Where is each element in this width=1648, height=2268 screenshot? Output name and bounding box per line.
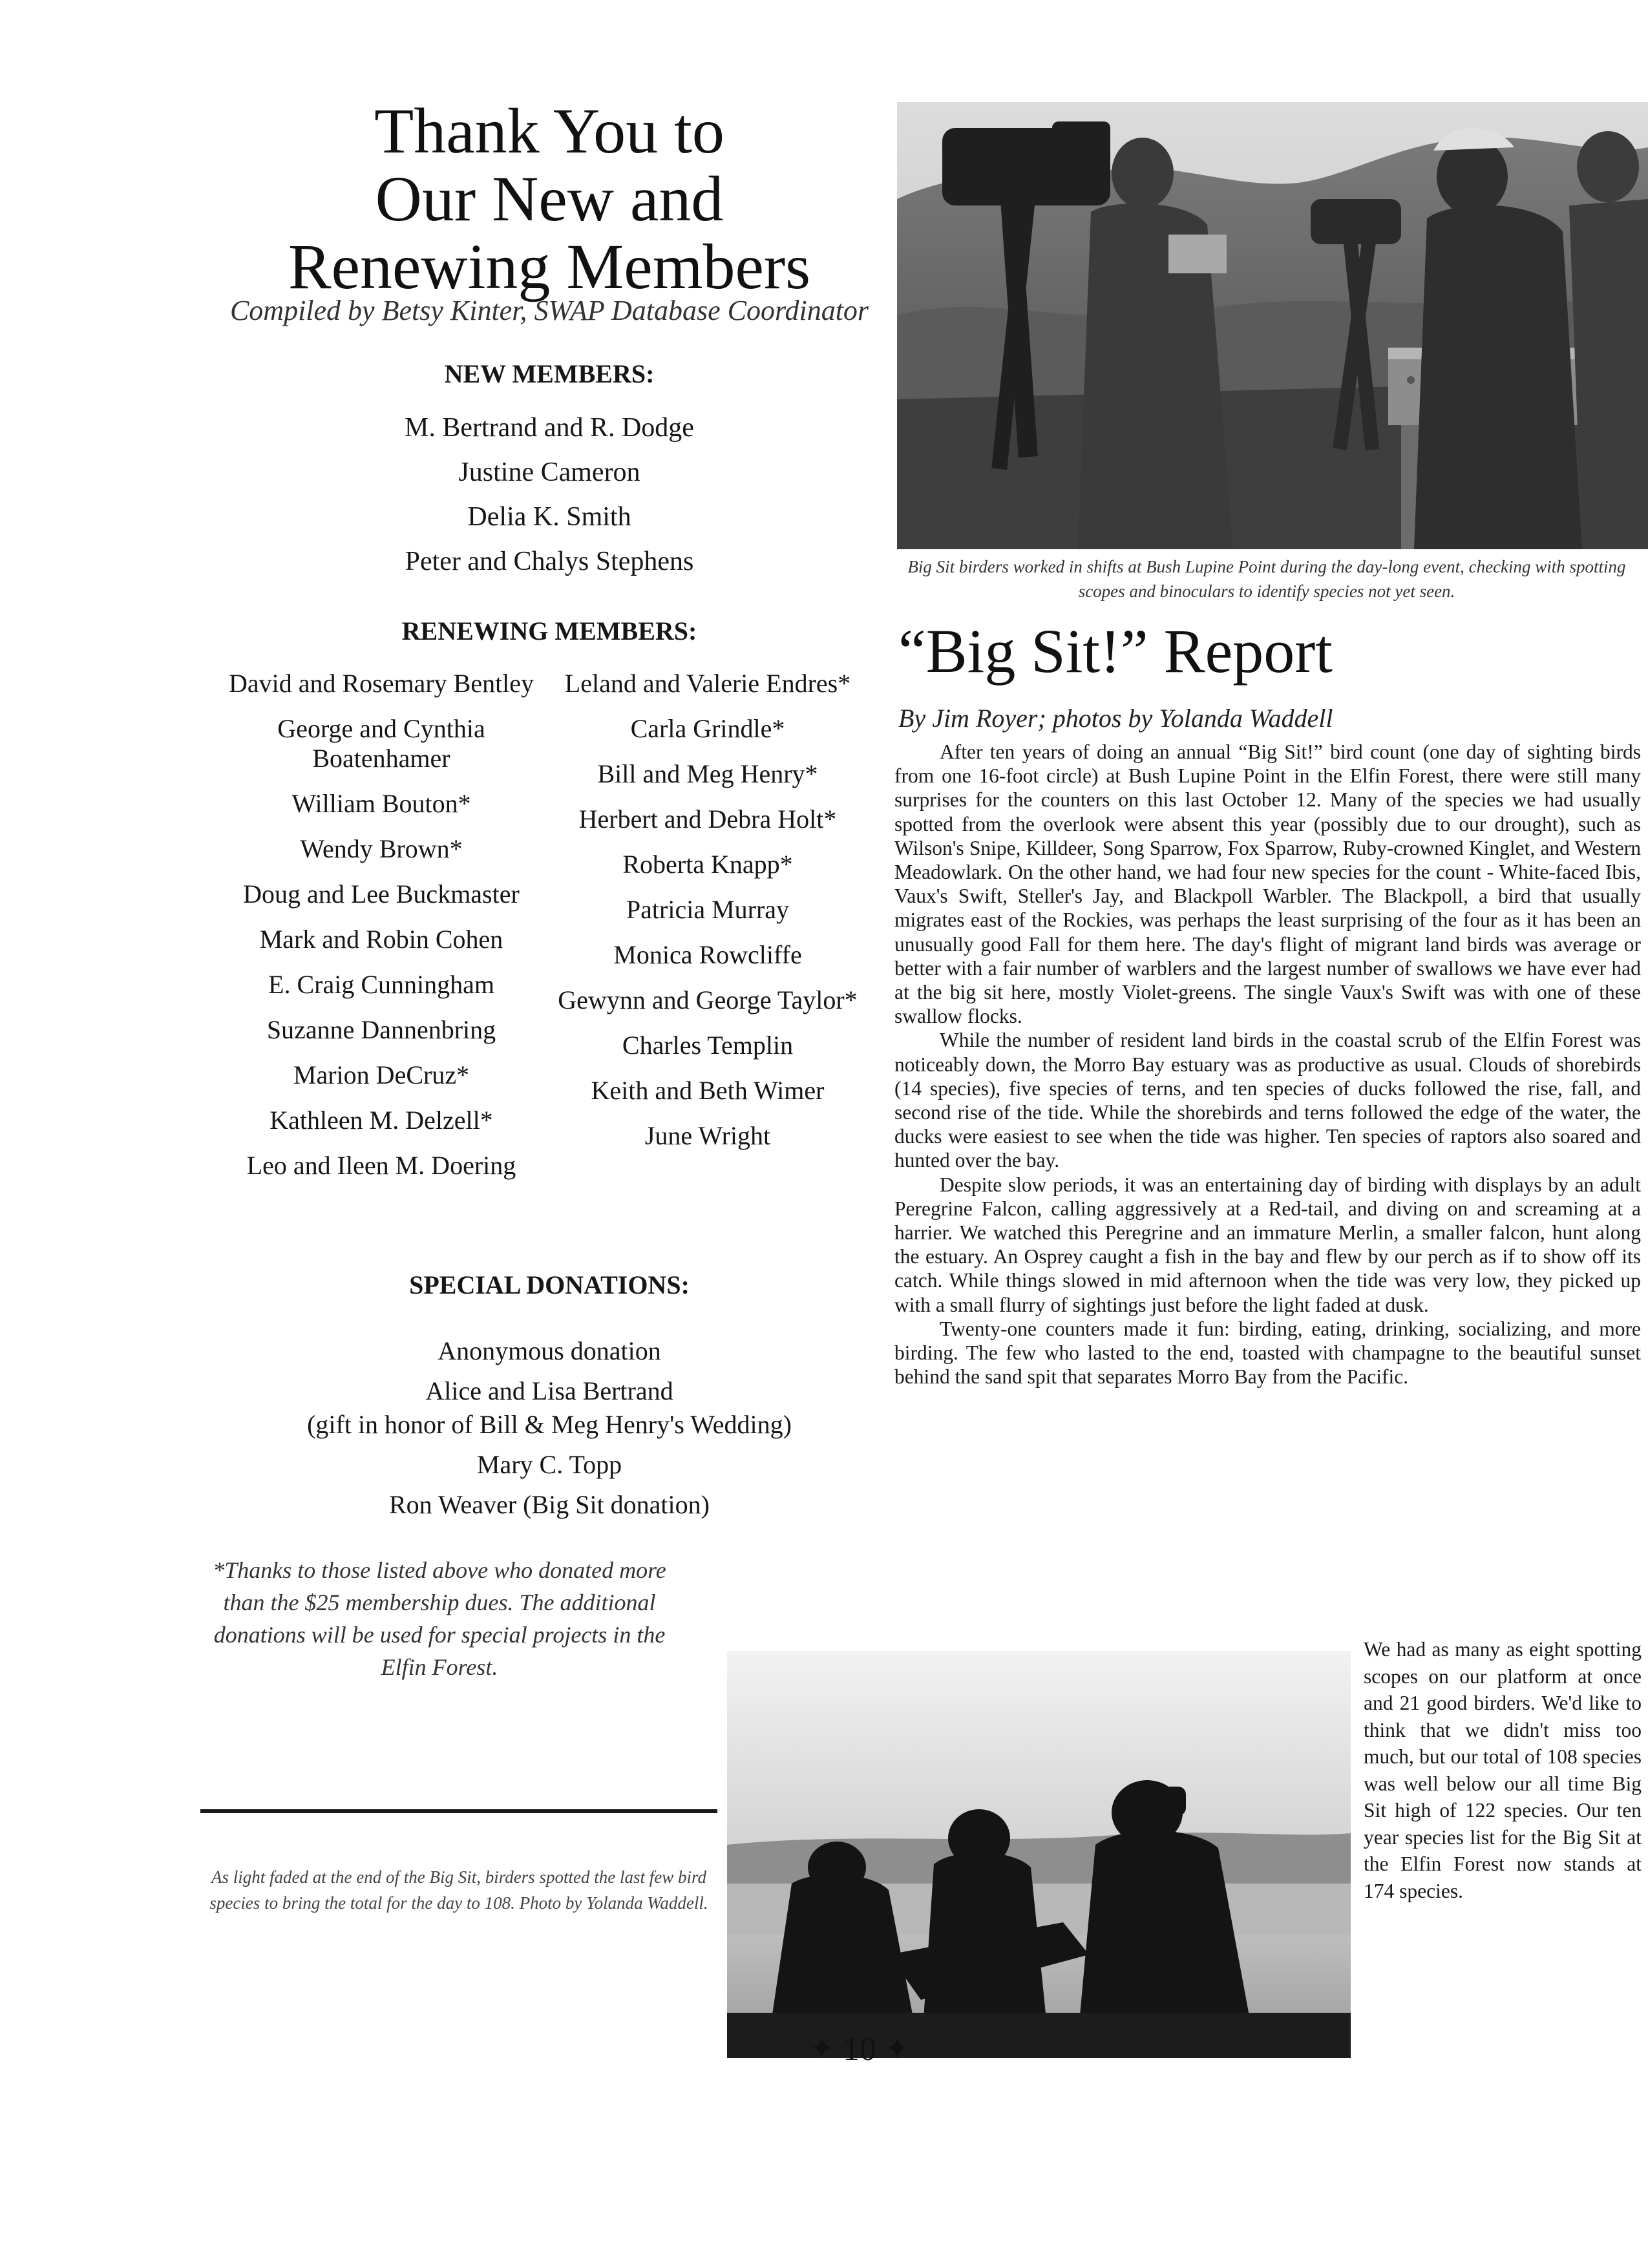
member-name: Suzanne Dannenbring (266, 1015, 496, 1044)
birders-at-dusk-photo (727, 1651, 1351, 2058)
member-name: M. Bertrand and R. Dodge (405, 413, 694, 443)
special-donations-list (194, 1334, 905, 1528)
title-line: Thank You to (374, 95, 724, 167)
member-name: Marion DeCruz* (293, 1060, 470, 1089)
member-name: Justine Cameron (458, 457, 640, 487)
member-name: E. Craig Cunningham (268, 970, 494, 999)
top-photo-caption: Big Sit birders worked in shifts at Bush Lupine Point during the day-long event, checking with spotting scopes and binoculars to identify species not yet seen. (907, 557, 1626, 601)
ornament-star-icon: ✦ (885, 2031, 910, 2066)
section-divider (200, 1809, 717, 1813)
member-name: Peter and Chalys Stephens (405, 547, 694, 576)
article-byline: By Jim Royer; photos by Yolanda Waddell (898, 704, 1333, 733)
donation-item: Alice and Lisa Bertrand (425, 1376, 673, 1405)
special-donations-heading: SPECIAL DONATIONS: (409, 1270, 690, 1299)
renewing-members-column-2 (546, 669, 869, 1166)
member-name: Carla Grindle* (630, 714, 785, 743)
donation-item: Ron Weaver (Big Sit donation) (389, 1490, 710, 1519)
donation-footnote: *Thanks to those listed above who donated more than the $25 membership dues. The additional donations will be used for special projects in the Elfin Forest. (213, 1557, 666, 1680)
page-number: 10 (843, 2031, 876, 2068)
member-name: Herbert and Debra Holt* (578, 804, 837, 834)
member-name: Gewynn and George Taylor* (558, 985, 858, 1014)
member-name: Keith and Beth Wimer (591, 1076, 825, 1105)
donation-item: Mary C. Topp (476, 1450, 622, 1479)
member-name: David and Rosemary Bentley (228, 669, 534, 698)
article-paragraph: While the number of resident land birds in the coastal scrub of the Elfin Forest was noticeably down, the Morro Bay estuary was as productive as usual. Clouds of shorebirds (14 species), five species of terns, and ten species of ducks followed the rise, fall, and second rise of the tide. While the shorebirds and terns followed the edge of the water, the ducks were easiest to see when the tide was higher. Ten species of raptors also soared and hunted over the bay. (894, 1029, 1641, 1172)
page-title (194, 97, 905, 300)
new-members-heading: NEW MEMBERS: (444, 359, 655, 388)
article-title: “Big Sit!” Report (898, 616, 1333, 686)
member-name: Patricia Murray (626, 895, 790, 924)
renewing-members-column-1 (220, 669, 543, 1196)
member-name: Leo and Ileen M. Doering (246, 1151, 516, 1180)
donation-item: Anonymous donation (438, 1336, 661, 1365)
member-name: Mark and Robin Cohen (259, 925, 503, 954)
title-line: Our New and (375, 163, 724, 235)
article-paragraph: Despite slow periods, it was an entertaining day of birding with displays by an adult Peregrine Falcon, calling aggressively at a Red-tail, and diving on and screaming at a harrier. We watched this Peregrine and an immature Merlin, a smaller falcon, hunt along the estuary. An Osprey caught a fish in the bay and flew by our perch as if to show off its catch. While things slowed in mid afternoon when the tide was very low, they picked up with a small flurry of sightings just before the light faded at dusk. (894, 1173, 1641, 1316)
ornament-star-icon: ✦ (809, 2031, 834, 2066)
bottom-photo-caption: As light faded at the end of the Big Sit, birders spotted the last few bird species to bring the total for the day to 108. Photo by Yolanda Waddell. (209, 1867, 708, 1913)
renewing-members-heading: RENEWING MEMBERS: (401, 616, 697, 646)
member-name: Leland and Valerie Endres* (564, 669, 851, 698)
member-name: Roberta Knapp* (622, 850, 793, 879)
article-body (894, 740, 1641, 1389)
donation-item: (gift in honor of Bill & Meg Henry's Wedding) (307, 1410, 792, 1439)
member-name: Delia K. Smith (467, 502, 631, 532)
article-tail-paragraph: We had as many as eight spotting scopes on our platform at once and 21 good birders. We'd like to think that we didn't miss too much, but our total of 108 species was well below our all time Big Sit high of 122 species. Our ten year species list for the Big Sit at the Elfin Forest now stands at 174 species. (1364, 1638, 1642, 1902)
member-name: Monica Rowcliffe (613, 940, 802, 969)
member-name: Kathleen M. Delzell* (269, 1106, 493, 1135)
title-line: Renewing Members (288, 231, 811, 302)
member-name: Bill and Meg Henry* (597, 759, 818, 788)
article-paragraph: After ten years of doing an annual “Big Sit!” bird count (one day of sighting birds from one 16-foot circle) at Bush Lupine Point in the Elfin Forest, there were still many surprises for the counters on this last October 12. Many of the species we had usually spotted from the overlook were absent this year (possibly due to our drought), such as Wilson's Snipe, Killdeer, Song Sparrow, Fox Sparrow, Ruby-crowned Kinglet, and Western Meadowlark. On the other hand, we had four new species for the count - White-faced Ibis, Vaux's Swift, Steller's Jay, and Blackpoll Warbler. The Blackpoll, a bird that usually migrates east of the Rockies, was perhaps the least surprising of the four as it has been an unusually good Fall for them here. The day's flight of migrant land birds was average or better with a fair number of warblers and the largest number of swallows we have ever had at the big sit here, mostly Violet-greens. The single Vaux's Swift was with one of these swallow flocks. (894, 740, 1641, 1028)
birders-with-scopes-photo (897, 102, 1648, 549)
member-name: Wendy Brown* (300, 834, 463, 863)
page-footer (730, 2026, 989, 2072)
member-name: Charles Templin (622, 1031, 794, 1060)
member-name: Doug and Lee Buckmaster (243, 879, 520, 908)
member-name: William Bouton* (291, 789, 471, 818)
new-members-list (194, 406, 905, 584)
article-paragraph: Twenty-one counters made it fun: birding, eating, drinking, socializing, and more birding. The few who lasted to the end, toasted with champagne to the beautiful sunset behind the sand spit that separates Morro Bay from the Pacific. (894, 1317, 1641, 1389)
member-name: George and Cynthia Boatenhamer (277, 714, 485, 773)
compiled-by-byline: Compiled by Betsy Kinter, SWAP Database Coordinator (229, 295, 869, 326)
member-name: June Wright (644, 1121, 771, 1150)
